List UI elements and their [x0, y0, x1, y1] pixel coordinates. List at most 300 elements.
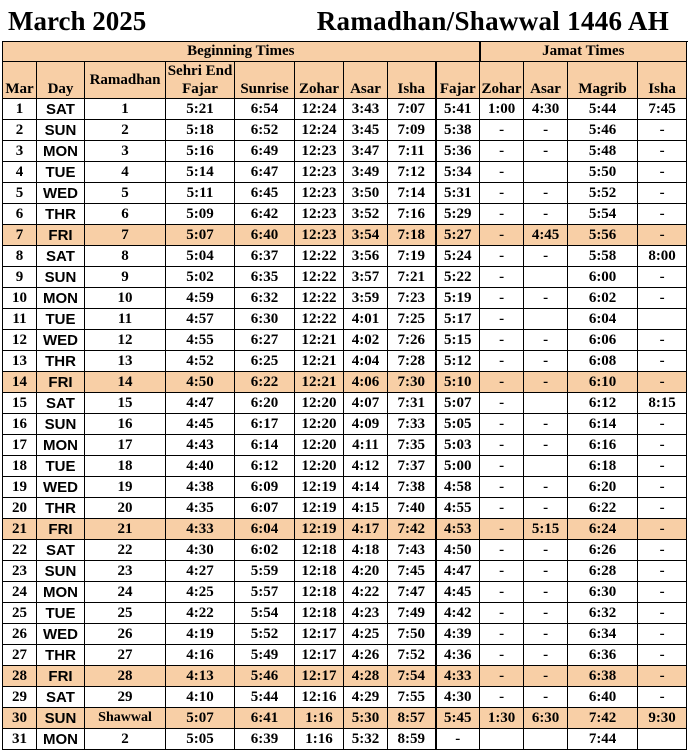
- row-jamat-fajar: 5:31: [436, 183, 480, 204]
- row-mar: 18: [3, 456, 37, 477]
- row-zohar: 12:23: [295, 162, 344, 183]
- row-jamat-magrib: 7:42: [568, 708, 638, 729]
- row-mar: 24: [3, 582, 37, 603]
- row-fajar: 4:10: [166, 687, 235, 708]
- table-row: [3, 393, 687, 414]
- row-zohar: 12:20: [295, 414, 344, 435]
- row-asar: 4:01: [344, 309, 388, 330]
- row-jamat-asar: 5:15: [524, 519, 568, 540]
- row-fajar: 4:57: [166, 309, 235, 330]
- col-zohar: Zohar: [295, 62, 344, 99]
- row-isha: 7:35: [388, 435, 436, 456]
- row-sunrise: 6:09: [235, 477, 295, 498]
- row-jamat-asar: -: [524, 183, 568, 204]
- row-jamat-magrib: 6:04: [568, 309, 638, 330]
- row-day: FRI: [37, 666, 85, 687]
- row-jamat-fajar: 4:39: [436, 624, 480, 645]
- row-asar: 3:45: [344, 120, 388, 141]
- row-fajar: 4:45: [166, 414, 235, 435]
- table-row: [3, 603, 687, 624]
- table-row: [3, 414, 687, 435]
- row-jamat-asar: [524, 729, 568, 750]
- row-day: WED: [37, 624, 85, 645]
- page-header: [0, 0, 691, 40]
- row-jamat-isha: -: [638, 414, 687, 435]
- row-day: SAT: [37, 393, 85, 414]
- row-ramadhan: 3: [85, 141, 166, 162]
- row-asar: 3:59: [344, 288, 388, 309]
- row-mar: 27: [3, 645, 37, 666]
- row-asar: 3:50: [344, 183, 388, 204]
- row-mar: 15: [3, 393, 37, 414]
- row-day: TUE: [37, 456, 85, 477]
- table-row: [3, 309, 687, 330]
- row-zohar: 12:23: [295, 204, 344, 225]
- table-row: [3, 687, 687, 708]
- table-row: [3, 141, 687, 162]
- row-asar: 4:04: [344, 351, 388, 372]
- row-jamat-fajar: 5:19: [436, 288, 480, 309]
- row-jamat-zohar: 1:30: [480, 708, 524, 729]
- row-asar: 4:14: [344, 477, 388, 498]
- row-jamat-magrib: 6:26: [568, 540, 638, 561]
- row-jamat-magrib: 6:10: [568, 372, 638, 393]
- row-jamat-asar: 6:30: [524, 708, 568, 729]
- table-row: [3, 162, 687, 183]
- row-isha: 7:18: [388, 225, 436, 246]
- col-sunrise: Sunrise: [235, 62, 295, 99]
- row-mar: 9: [3, 267, 37, 288]
- row-sunrise: 5:52: [235, 624, 295, 645]
- row-fajar: 5:11: [166, 183, 235, 204]
- row-jamat-zohar: -: [480, 120, 524, 141]
- row-jamat-zohar: [480, 729, 524, 750]
- row-sunrise: 6:54: [235, 99, 295, 120]
- row-zohar: 12:19: [295, 477, 344, 498]
- table-row: [3, 708, 687, 729]
- row-sunrise: 6:27: [235, 330, 295, 351]
- row-ramadhan: 12: [85, 330, 166, 351]
- row-asar: 4:12: [344, 456, 388, 477]
- row-jamat-asar: -: [524, 141, 568, 162]
- row-jamat-asar: 4:45: [524, 225, 568, 246]
- row-isha: 7:26: [388, 330, 436, 351]
- row-jamat-zohar: -: [480, 309, 524, 330]
- row-isha: 7:31: [388, 393, 436, 414]
- row-ramadhan: 13: [85, 351, 166, 372]
- row-zohar: 12:22: [295, 267, 344, 288]
- row-isha: 7:25: [388, 309, 436, 330]
- row-jamat-fajar: 5:03: [436, 435, 480, 456]
- row-isha: 7:23: [388, 288, 436, 309]
- row-ramadhan: 2: [85, 729, 166, 750]
- row-jamat-zohar: -: [480, 624, 524, 645]
- row-jamat-isha: -: [638, 162, 687, 183]
- row-fajar: 5:18: [166, 120, 235, 141]
- row-zohar: 12:19: [295, 519, 344, 540]
- row-jamat-magrib: 6:14: [568, 414, 638, 435]
- row-jamat-fajar: 5:34: [436, 162, 480, 183]
- row-zohar: 12:18: [295, 603, 344, 624]
- row-zohar: 12:23: [295, 225, 344, 246]
- row-sunrise: 6:17: [235, 414, 295, 435]
- row-isha: 7:12: [388, 162, 436, 183]
- row-sunrise: 6:40: [235, 225, 295, 246]
- row-sunrise: 6:04: [235, 519, 295, 540]
- row-jamat-fajar: 4:33: [436, 666, 480, 687]
- row-jamat-magrib: 6:24: [568, 519, 638, 540]
- row-mar: 5: [3, 183, 37, 204]
- row-mar: 29: [3, 687, 37, 708]
- prayer-timetable: [2, 41, 687, 750]
- row-jamat-isha: -: [638, 477, 687, 498]
- row-zohar: 12:21: [295, 372, 344, 393]
- row-jamat-magrib: 6:38: [568, 666, 638, 687]
- row-zohar: 12:23: [295, 141, 344, 162]
- row-jamat-fajar: 4:50: [436, 540, 480, 561]
- row-asar: 4:25: [344, 624, 388, 645]
- row-zohar: 12:20: [295, 435, 344, 456]
- row-jamat-asar: -: [524, 435, 568, 456]
- row-jamat-asar: -: [524, 204, 568, 225]
- row-sunrise: 5:49: [235, 645, 295, 666]
- row-jamat-isha: -: [638, 288, 687, 309]
- row-jamat-isha: -: [638, 267, 687, 288]
- row-day: TUE: [37, 603, 85, 624]
- row-day: SAT: [37, 687, 85, 708]
- row-zohar: 12:20: [295, 393, 344, 414]
- row-jamat-magrib: 5:54: [568, 204, 638, 225]
- col-sehri-end: Sehri End: [166, 62, 235, 81]
- row-isha: 7:28: [388, 351, 436, 372]
- table-row: [3, 120, 687, 141]
- row-mar: 21: [3, 519, 37, 540]
- row-isha: 7:43: [388, 540, 436, 561]
- row-fajar: 4:38: [166, 477, 235, 498]
- row-jamat-asar: -: [524, 414, 568, 435]
- col-jamat-magrib: Magrib: [568, 62, 638, 99]
- row-jamat-asar: -: [524, 540, 568, 561]
- row-day: SUN: [37, 120, 85, 141]
- row-isha: 7:21: [388, 267, 436, 288]
- row-jamat-zohar: -: [480, 687, 524, 708]
- row-day: SAT: [37, 99, 85, 120]
- row-jamat-isha: -: [638, 561, 687, 582]
- row-sunrise: 6:32: [235, 288, 295, 309]
- row-ramadhan: 16: [85, 414, 166, 435]
- row-sunrise: 5:44: [235, 687, 295, 708]
- row-isha: 7:54: [388, 666, 436, 687]
- row-jamat-zohar: -: [480, 267, 524, 288]
- row-isha: 7:47: [388, 582, 436, 603]
- row-jamat-isha: -: [638, 330, 687, 351]
- col-jamat-zohar: Zohar: [480, 62, 524, 99]
- row-asar: 5:32: [344, 729, 388, 750]
- row-jamat-fajar: 4:42: [436, 603, 480, 624]
- row-isha: 7:11: [388, 141, 436, 162]
- row-zohar: 12:21: [295, 351, 344, 372]
- row-asar: 3:43: [344, 99, 388, 120]
- row-asar: 4:06: [344, 372, 388, 393]
- row-zohar: 12:18: [295, 540, 344, 561]
- row-mar: 6: [3, 204, 37, 225]
- row-fajar: 4:25: [166, 582, 235, 603]
- row-fajar: 4:40: [166, 456, 235, 477]
- row-ramadhan: 23: [85, 561, 166, 582]
- row-day: MON: [37, 435, 85, 456]
- row-jamat-isha: -: [638, 582, 687, 603]
- row-jamat-asar: -: [524, 330, 568, 351]
- row-fajar: 5:02: [166, 267, 235, 288]
- row-mar: 23: [3, 561, 37, 582]
- row-fajar: 4:30: [166, 540, 235, 561]
- row-day: THR: [37, 498, 85, 519]
- row-sunrise: 5:57: [235, 582, 295, 603]
- row-zohar: 12:22: [295, 246, 344, 267]
- row-day: MON: [37, 141, 85, 162]
- row-mar: 8: [3, 246, 37, 267]
- row-jamat-magrib: 6:00: [568, 267, 638, 288]
- row-jamat-fajar: 4:30: [436, 687, 480, 708]
- row-ramadhan: 24: [85, 582, 166, 603]
- row-jamat-magrib: 6:08: [568, 351, 638, 372]
- row-isha: 7:19: [388, 246, 436, 267]
- row-isha: 7:33: [388, 414, 436, 435]
- row-jamat-magrib: 6:06: [568, 330, 638, 351]
- month-title: March 2025: [8, 6, 147, 36]
- table-row: [3, 456, 687, 477]
- row-ramadhan: 19: [85, 477, 166, 498]
- row-sunrise: 6:30: [235, 309, 295, 330]
- row-fajar: 4:52: [166, 351, 235, 372]
- row-jamat-fajar: 4:58: [436, 477, 480, 498]
- row-jamat-magrib: 5:46: [568, 120, 638, 141]
- table-row: [3, 99, 687, 120]
- row-jamat-magrib: 6:34: [568, 624, 638, 645]
- row-sunrise: 6:35: [235, 267, 295, 288]
- row-jamat-asar: -: [524, 687, 568, 708]
- row-jamat-asar: -: [524, 246, 568, 267]
- row-jamat-zohar: -: [480, 393, 524, 414]
- row-zohar: 12:23: [295, 183, 344, 204]
- row-jamat-zohar: -: [480, 141, 524, 162]
- row-isha: 7:07: [388, 99, 436, 120]
- row-sunrise: 5:46: [235, 666, 295, 687]
- row-jamat-isha: -: [638, 666, 687, 687]
- row-jamat-asar: -: [524, 603, 568, 624]
- row-sunrise: 6:12: [235, 456, 295, 477]
- row-jamat-isha: -: [638, 624, 687, 645]
- row-jamat-isha: 8:00: [638, 246, 687, 267]
- row-isha: 7:09: [388, 120, 436, 141]
- row-jamat-fajar: -: [436, 729, 480, 750]
- row-jamat-isha: 9:30: [638, 708, 687, 729]
- jamat-times-header: Jamat Times: [480, 42, 687, 62]
- row-jamat-fajar: 4:36: [436, 645, 480, 666]
- row-sunrise: 6:47: [235, 162, 295, 183]
- row-sunrise: 6:49: [235, 141, 295, 162]
- row-jamat-zohar: -: [480, 477, 524, 498]
- row-mar: 14: [3, 372, 37, 393]
- table-row: [3, 267, 687, 288]
- row-jamat-asar: [524, 456, 568, 477]
- row-jamat-zohar: -: [480, 204, 524, 225]
- row-jamat-magrib: 5:56: [568, 225, 638, 246]
- row-ramadhan: 8: [85, 246, 166, 267]
- row-ramadhan: 22: [85, 540, 166, 561]
- row-day: SUN: [37, 414, 85, 435]
- row-jamat-zohar: 1:00: [480, 99, 524, 120]
- row-mar: 11: [3, 309, 37, 330]
- col-isha: Isha: [388, 62, 436, 99]
- col-jamat-fajar: Fajar: [436, 62, 480, 99]
- row-jamat-isha: -: [638, 204, 687, 225]
- row-asar: 3:56: [344, 246, 388, 267]
- row-isha: 7:50: [388, 624, 436, 645]
- row-asar: 4:23: [344, 603, 388, 624]
- row-jamat-fajar: 5:17: [436, 309, 480, 330]
- row-asar: 4:02: [344, 330, 388, 351]
- row-mar: 7: [3, 225, 37, 246]
- table-row: [3, 330, 687, 351]
- row-jamat-fajar: 5:41: [436, 99, 480, 120]
- row-mar: 22: [3, 540, 37, 561]
- row-jamat-asar: -: [524, 498, 568, 519]
- row-sunrise: 6:22: [235, 372, 295, 393]
- row-isha: 7:38: [388, 477, 436, 498]
- row-ramadhan: 25: [85, 603, 166, 624]
- row-sunrise: 5:59: [235, 561, 295, 582]
- row-jamat-fajar: 5:00: [436, 456, 480, 477]
- row-ramadhan: 7: [85, 225, 166, 246]
- row-sunrise: 6:14: [235, 435, 295, 456]
- table-row: [3, 246, 687, 267]
- row-isha: 7:45: [388, 561, 436, 582]
- row-jamat-zohar: -: [480, 519, 524, 540]
- row-jamat-isha: 8:15: [638, 393, 687, 414]
- row-jamat-isha: -: [638, 687, 687, 708]
- row-fajar: 4:13: [166, 666, 235, 687]
- col-mar: Mar: [3, 62, 37, 99]
- row-isha: 7:14: [388, 183, 436, 204]
- row-zohar: 12:19: [295, 498, 344, 519]
- row-jamat-zohar: -: [480, 561, 524, 582]
- row-jamat-fajar: 4:53: [436, 519, 480, 540]
- row-mar: 16: [3, 414, 37, 435]
- row-jamat-zohar: -: [480, 414, 524, 435]
- table-row: [3, 729, 687, 750]
- row-fajar: 4:16: [166, 645, 235, 666]
- row-fajar: 4:50: [166, 372, 235, 393]
- row-day: SUN: [37, 561, 85, 582]
- row-jamat-fajar: 5:05: [436, 414, 480, 435]
- row-jamat-asar: [524, 309, 568, 330]
- row-ramadhan: 1: [85, 99, 166, 120]
- row-asar: 4:20: [344, 561, 388, 582]
- row-zohar: 1:16: [295, 708, 344, 729]
- row-jamat-zohar: -: [480, 435, 524, 456]
- col-day: Day: [37, 62, 85, 99]
- row-jamat-isha: [638, 729, 687, 750]
- row-ramadhan: 9: [85, 267, 166, 288]
- row-fajar: 5:05: [166, 729, 235, 750]
- row-jamat-asar: -: [524, 288, 568, 309]
- row-isha: 7:42: [388, 519, 436, 540]
- row-jamat-asar: -: [524, 624, 568, 645]
- hijri-title: Ramadhan/Shawwal 1446 AH: [316, 6, 669, 36]
- row-jamat-fajar: 4:47: [436, 561, 480, 582]
- row-day: FRI: [37, 519, 85, 540]
- row-sunrise: 6:41: [235, 708, 295, 729]
- row-jamat-isha: 7:45: [638, 99, 687, 120]
- row-jamat-zohar: -: [480, 645, 524, 666]
- row-asar: 4:11: [344, 435, 388, 456]
- row-asar: 4:22: [344, 582, 388, 603]
- row-ramadhan: 6: [85, 204, 166, 225]
- row-jamat-zohar: -: [480, 372, 524, 393]
- row-jamat-asar: 4:30: [524, 99, 568, 120]
- row-jamat-isha: -: [638, 645, 687, 666]
- row-fajar: 5:04: [166, 246, 235, 267]
- row-day: WED: [37, 330, 85, 351]
- row-mar: 1: [3, 99, 37, 120]
- row-fajar: 5:09: [166, 204, 235, 225]
- row-jamat-fajar: 5:29: [436, 204, 480, 225]
- row-jamat-zohar: -: [480, 498, 524, 519]
- row-jamat-isha: -: [638, 372, 687, 393]
- row-ramadhan: 11: [85, 309, 166, 330]
- column-header-row-1: [3, 62, 687, 81]
- row-jamat-asar: -: [524, 582, 568, 603]
- row-day: THR: [37, 204, 85, 225]
- row-sunrise: 6:20: [235, 393, 295, 414]
- table-row: [3, 288, 687, 309]
- row-mar: 13: [3, 351, 37, 372]
- row-jamat-magrib: 5:48: [568, 141, 638, 162]
- row-ramadhan: 2: [85, 120, 166, 141]
- col-ramadhan: Ramadhan: [85, 62, 166, 99]
- row-jamat-fajar: 5:12: [436, 351, 480, 372]
- row-fajar: 4:19: [166, 624, 235, 645]
- row-mar: 31: [3, 729, 37, 750]
- row-ramadhan: 5: [85, 183, 166, 204]
- row-asar: 4:26: [344, 645, 388, 666]
- row-jamat-magrib: 6:30: [568, 582, 638, 603]
- table-row: [3, 624, 687, 645]
- row-sunrise: 5:54: [235, 603, 295, 624]
- row-asar: 4:09: [344, 414, 388, 435]
- row-jamat-asar: -: [524, 561, 568, 582]
- table-row: [3, 519, 687, 540]
- row-ramadhan: 28: [85, 666, 166, 687]
- row-jamat-asar: -: [524, 120, 568, 141]
- row-isha: 7:16: [388, 204, 436, 225]
- row-isha: 7:37: [388, 456, 436, 477]
- row-mar: 12: [3, 330, 37, 351]
- row-jamat-fajar: 5:45: [436, 708, 480, 729]
- row-isha: 8:57: [388, 708, 436, 729]
- row-day: SAT: [37, 246, 85, 267]
- row-jamat-fajar: 5:27: [436, 225, 480, 246]
- row-day: MON: [37, 729, 85, 750]
- row-jamat-zohar: -: [480, 162, 524, 183]
- row-asar: 4:07: [344, 393, 388, 414]
- row-isha: 7:40: [388, 498, 436, 519]
- row-asar: 3:57: [344, 267, 388, 288]
- row-zohar: 12:17: [295, 624, 344, 645]
- row-jamat-fajar: 4:45: [436, 582, 480, 603]
- row-jamat-magrib: 6:28: [568, 561, 638, 582]
